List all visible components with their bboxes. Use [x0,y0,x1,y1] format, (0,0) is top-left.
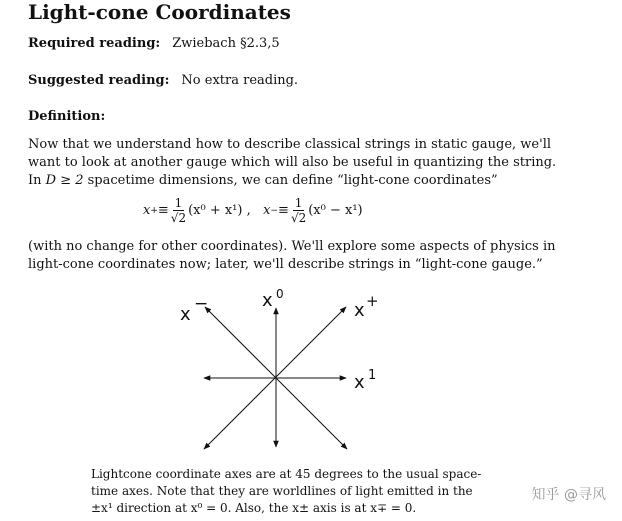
paragraph-2-line-1: (with no change for other coordinates). We'll explore some aspects of physics in [28,239,556,254]
eq-def-2: ≡ [278,203,289,218]
eq-lhs2: x [263,203,271,218]
caption-line-3: ±x¹ direction at x⁰ = 0. Also, the x± axis is at x∓ = 0. [91,501,417,515]
required-reading-value: Zwiebach §2.3,5 [172,36,280,51]
eq-sep: , [242,203,264,218]
required-reading-label: Required reading: [28,36,161,51]
eq-frac-2-den: √2 [290,211,307,225]
x0-label-sup: 0 [276,287,284,301]
paragraph-1-line-1: Now that we understand how to describe classical strings in static gauge, we'll [28,137,552,152]
page-title: Light-cone Coordinates [28,0,291,24]
x-plus-label-sup: + [366,292,379,310]
paragraph-1-line-3-post: spacetime dimensions, we can define “light-cone coordinates” [83,173,498,188]
eq-sup2: − [270,205,279,216]
paragraph-2-line-2: light-cone coordinates now; later, we'll describe strings in “light-cone gauge.” [28,257,543,272]
caption-line-2: time axes. Note that they are worldlines of light emitted in the [91,484,473,498]
x-plus-label-base: x [354,300,365,321]
x-minus-label-base: x [180,304,191,325]
dimension-condition: D ≥ 2 [45,173,84,188]
section-heading: Definition: [28,109,106,124]
paragraph-1-line-2: want to look at another gauge which will also be useful in quantizing the string. [28,155,557,170]
x1-label-sup: 1 [368,368,377,383]
watermark: 知乎 @寻风 [531,487,606,503]
eq-rhs2: (x⁰ − x¹) [308,203,363,218]
caption-line-1: Lightcone coordinate axes are at 45 degrees to the usual space- [91,467,482,481]
eq-frac-1-den: √2 [170,211,187,225]
x0-label-base: x [262,290,273,311]
x-minus-label-sup: − [194,294,209,314]
eq-lhs1: x [143,203,151,218]
eq-frac-2-num: 1 [294,196,303,210]
suggested-reading-label: Suggested reading: [28,73,170,88]
x1-label-base: x [354,372,365,393]
eq-frac-1-num: 1 [174,196,183,210]
eq-rhs1: (x⁰ + x¹) [188,203,243,218]
suggested-reading-value: No extra reading. [181,73,299,88]
eq-def-1: ≡ [157,203,169,218]
eq-sup1: + [150,205,158,216]
paragraph-1-line-3-pre: In [28,173,46,188]
figure-caption [91,466,491,517]
